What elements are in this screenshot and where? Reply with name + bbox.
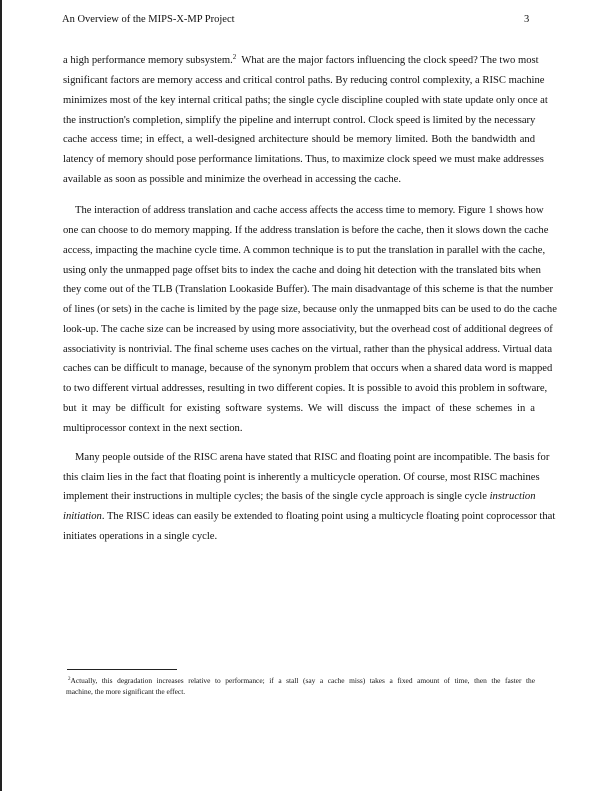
running-header-title: An Overview of the MIPS-X-MP Project	[62, 14, 235, 25]
footnote-line	[68, 676, 535, 686]
italic-term: instruction	[489, 491, 536, 502]
text-line: associativity is nontrivial. The final scheme uses caches on the virtual, rather than the physical address. Virtual data	[63, 344, 553, 355]
text-line: multiprocessor context in the next section.	[63, 423, 243, 434]
italic-term: initiation	[63, 511, 102, 522]
footnote-reference: 2	[232, 53, 237, 61]
text-line: but it may be difficult for existing software systems. We will discuss the impact of these schemes in a	[63, 403, 535, 414]
footnote-separator	[67, 669, 177, 670]
text-line: this claim lies in the fact that floating point is inherently a multicycle operation. Of course, most RISC machines	[63, 472, 540, 483]
text-line	[63, 490, 535, 503]
text-span: . The RISC ideas can easily be extended to floating point using a multicycle floating point coprocessor that	[101, 511, 556, 522]
text-line: to two different virtual addresses, resulting in two different copies. It is possible to avoid this problem in software,	[63, 383, 548, 394]
text-line: The interaction of address translation and cache access affects the access time to memory. Figure 1 shows how	[75, 205, 544, 216]
text-line: look-up. The cache size can be increased by using more associativity, but the overhead cost of additional degrees of	[63, 324, 553, 335]
text-span: implement their instructions in multiple cycles; the basis of the single cycle approach is single cycle	[63, 491, 490, 502]
text-line: initiates operations in a single cycle.	[63, 531, 218, 542]
text-line: one can choose to do memory mapping. If the address translation is before the cache, then it slows down the cache	[63, 225, 549, 236]
footnote-mark: 2	[68, 677, 71, 682]
text-span: What are the major factors influencing the clock speed? The two most	[236, 55, 539, 66]
text-line	[63, 53, 539, 67]
text-line: access, impacting the machine cycle time. A common technique is to put the translation in parallel with the cache,	[63, 245, 546, 256]
text-line: significant factors are memory access and critical control paths. By reducing control complexity, a RISC machine	[63, 75, 545, 86]
text-line: cache access time; in effect, a well-designed architecture should be memory limited. Both the bandwidth and	[63, 134, 535, 145]
text-line: using only the unmapped page offset bits to index the cache and doing hit detection with the translated bits when	[63, 265, 541, 276]
text-line: latency of memory should pose performance limitations. Thus, to maximize clock speed we must make addresses	[63, 154, 544, 165]
footnote-line: machine, the more significant the effect.	[66, 687, 186, 696]
text-line	[63, 510, 556, 523]
text-span: a high performance memory subsystem.	[63, 55, 233, 66]
text-line: the instruction's completion, simplify the pipeline and interrupt control. Clock speed is limited by the necessary	[63, 115, 536, 126]
text-span: Actually, this degradation increases relative to performance; if a stall (say a cache miss) takes a fixed amount of time, then the faster the	[70, 676, 535, 685]
text-line: Many people outside of the RISC arena have stated that RISC and floating point are incompatible. The basis for	[75, 452, 550, 463]
page-number: 3	[524, 14, 530, 25]
text-line: they come out of the TLB (Translation Lookaside Buffer). The main disadvantage of this scheme is that the number	[63, 284, 554, 295]
text-line: minimizes most of the key internal critical paths; the single cycle discipline coupled with state update only once at	[63, 95, 548, 106]
text-line: caches can be difficult to manage, because of the synonym problem that occurs when a shared data word is mapped	[63, 363, 553, 374]
scan-edge-border	[0, 0, 2, 791]
text-line: available as soon as possible and minimize the overhead in accessing the cache.	[63, 174, 401, 185]
text-line: of lines (or sets) in the cache is limited by the page size, because only the unmapped bits can be used to do the cache	[63, 304, 557, 315]
